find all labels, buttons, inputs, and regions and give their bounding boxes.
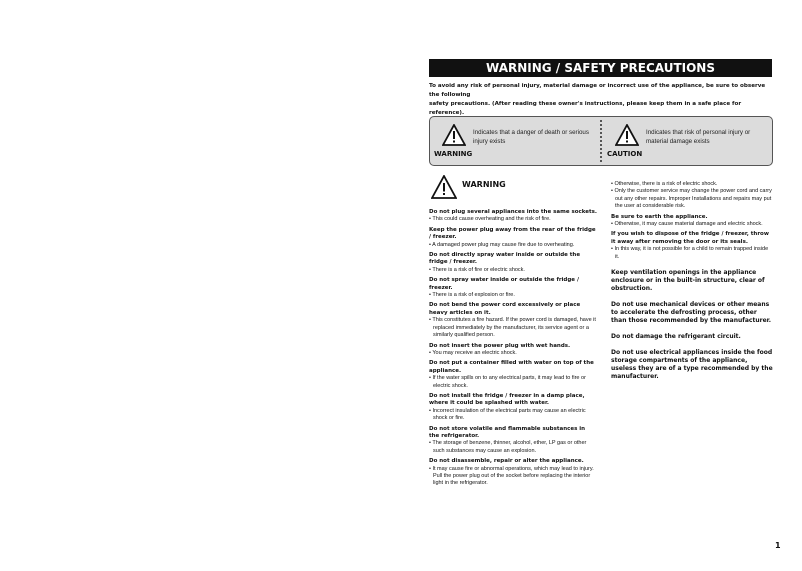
legend-caution: [603, 117, 771, 165]
precaution-item: [429, 458, 597, 488]
legend-caution-desc: Indicates that risk of personal injury or material damage exists: [646, 129, 751, 145]
precaution-item: [429, 360, 597, 390]
precaution-item: [429, 302, 597, 339]
right-column: [611, 181, 773, 385]
precaution-extra: Pull the power plug out of the socket before replacing the interior light in the refrigerator.: [433, 473, 591, 487]
left-column: [429, 175, 597, 491]
precaution-detail: • There is a risk of fire or electric shock.: [429, 266, 525, 273]
precaution-detail: • Only the customer service may change the power cord and carry out any other repairs. Improper Installations and repairs may put the user at considerable risk.: [611, 188, 772, 210]
bold-precaution-item: [611, 349, 773, 381]
precaution-detail: • A damaged power plug may cause fire due to overheating.: [429, 241, 575, 248]
bold-precaution-item: [611, 301, 773, 325]
warning-section-label: WARNING: [462, 180, 506, 189]
precaution-detail: • If the water spills on to any electrical parts, it may lead to fire or electric shock.: [429, 375, 586, 389]
intro-line: safety precautions. (After reading these owner's instructions, please keep them in a safe place for reference).: [429, 101, 742, 116]
intro-line: To avoid any risk of personal injury, material damage or incorrect use of the appliance, be sure to observe the following: [429, 83, 766, 98]
precaution-detail: • This could cause overheating and the risk of fire.: [429, 216, 551, 223]
bold-precaution-text: Do not use mechanical devices or other means to accelerate the defrosting process, other than those recommended by the manufacturer.: [611, 301, 772, 325]
bold-precaution-text: Do not damage the refrigerant circuit.: [611, 333, 741, 341]
precaution-detail: • There is a risk of explosion or fire.: [429, 292, 515, 299]
precaution-item: [429, 393, 597, 423]
precaution-title: Do not directly spray water inside or outside the fridge / freezer.: [429, 252, 581, 266]
legend-warning-desc: Indicates that a danger of death or serious injury exists: [473, 129, 589, 145]
precaution-detail: • It may cause fire or abnormal operations, which may lead to injury.: [429, 465, 594, 472]
precaution-detail: • In this way, it is not possible for a child to remain trapped inside it.: [611, 246, 769, 260]
precaution-item: [611, 231, 773, 261]
page-title: WARNING / SAFETY PRECAUTIONS: [429, 59, 772, 77]
precaution-item: [429, 227, 597, 249]
symbol-legend: [429, 116, 773, 166]
precaution-item: [429, 426, 597, 456]
legend-warning-label: WARNING: [434, 150, 473, 158]
legend-warning: [430, 117, 598, 165]
page-number: 1: [775, 541, 781, 550]
precaution-item: [429, 343, 597, 358]
precaution-title: If you wish to dispose of the fridge / freezer, throw it away after removing the door or its seals.: [611, 231, 769, 245]
precaution-detail: • This constitutes a fire hazard. If the power cord is damaged, have it replaced immediately by the manufacturer, its service agent or a similarly qualified person.: [429, 317, 596, 339]
legend-divider: [600, 120, 602, 162]
precaution-title: Do not put a container filled with water on top of the appliance.: [429, 360, 594, 374]
precaution-title: Do not bend the power cord excessively or place heavy articles on it.: [429, 302, 581, 316]
precaution-title: Do not store volatile and flammable substances in the refrigerator.: [429, 425, 586, 439]
right-bold-item-list: [611, 269, 773, 381]
caution-triangle-icon: [615, 124, 639, 151]
precaution-detail: • You may receive an electric shock.: [429, 349, 517, 356]
bold-precaution-item: [611, 269, 773, 293]
precaution-detail: • Incorrect insulation of the electrical parts may cause an electric shock or fire.: [429, 407, 586, 422]
precaution-item: [429, 209, 597, 224]
precaution-item: [611, 214, 773, 229]
warning-section-header: [429, 175, 597, 209]
precaution-title: Keep the power plug away from the rear of the fridge / freezer.: [429, 226, 596, 241]
precaution-item: [429, 277, 597, 299]
precaution-detail: • The storage of benzene, thinner, alcohol, ether, LP gas or other such substances may cause an explosion.: [429, 440, 587, 454]
bold-precaution-item: [611, 333, 773, 341]
warning-triangle-icon: [431, 175, 457, 202]
bold-precaution-text: Keep ventilation openings in the appliance enclosure or in the built-in structure, clear of obstruction.: [611, 269, 765, 293]
warning-triangle-icon: [442, 124, 466, 151]
precaution-item: [611, 181, 773, 211]
legend-caution-label: CAUTION: [607, 150, 643, 158]
left-item-list: [429, 209, 597, 488]
precaution-title: Do not spray water inside or outside the fridge / freezer.: [429, 277, 579, 291]
precaution-detail: • Otherwise, it may cause material damage and electric shock.: [611, 221, 763, 228]
precaution-title: Do not plug several appliances into the same sockets.: [429, 209, 598, 215]
bold-precaution-text: Do not use electrical appliances inside the food storage compartments of the appliance, useless they are of a type recommended by the manufacturer.: [611, 349, 773, 381]
precaution-title: Do not insert the power plug with wet hands.: [429, 342, 571, 349]
precaution-title: Be sure to earth the appliance.: [611, 213, 708, 220]
precaution-item: [429, 252, 597, 274]
precaution-title: Do not install the fridge / freezer in a damp place, where it could be splashed with water.: [429, 392, 585, 407]
right-item-list: [611, 181, 773, 261]
precaution-title: Do not disassemble, repair or alter the appliance.: [429, 458, 584, 465]
precaution-detail: • Otherwise, there is a risk of electric shock.: [611, 181, 718, 187]
